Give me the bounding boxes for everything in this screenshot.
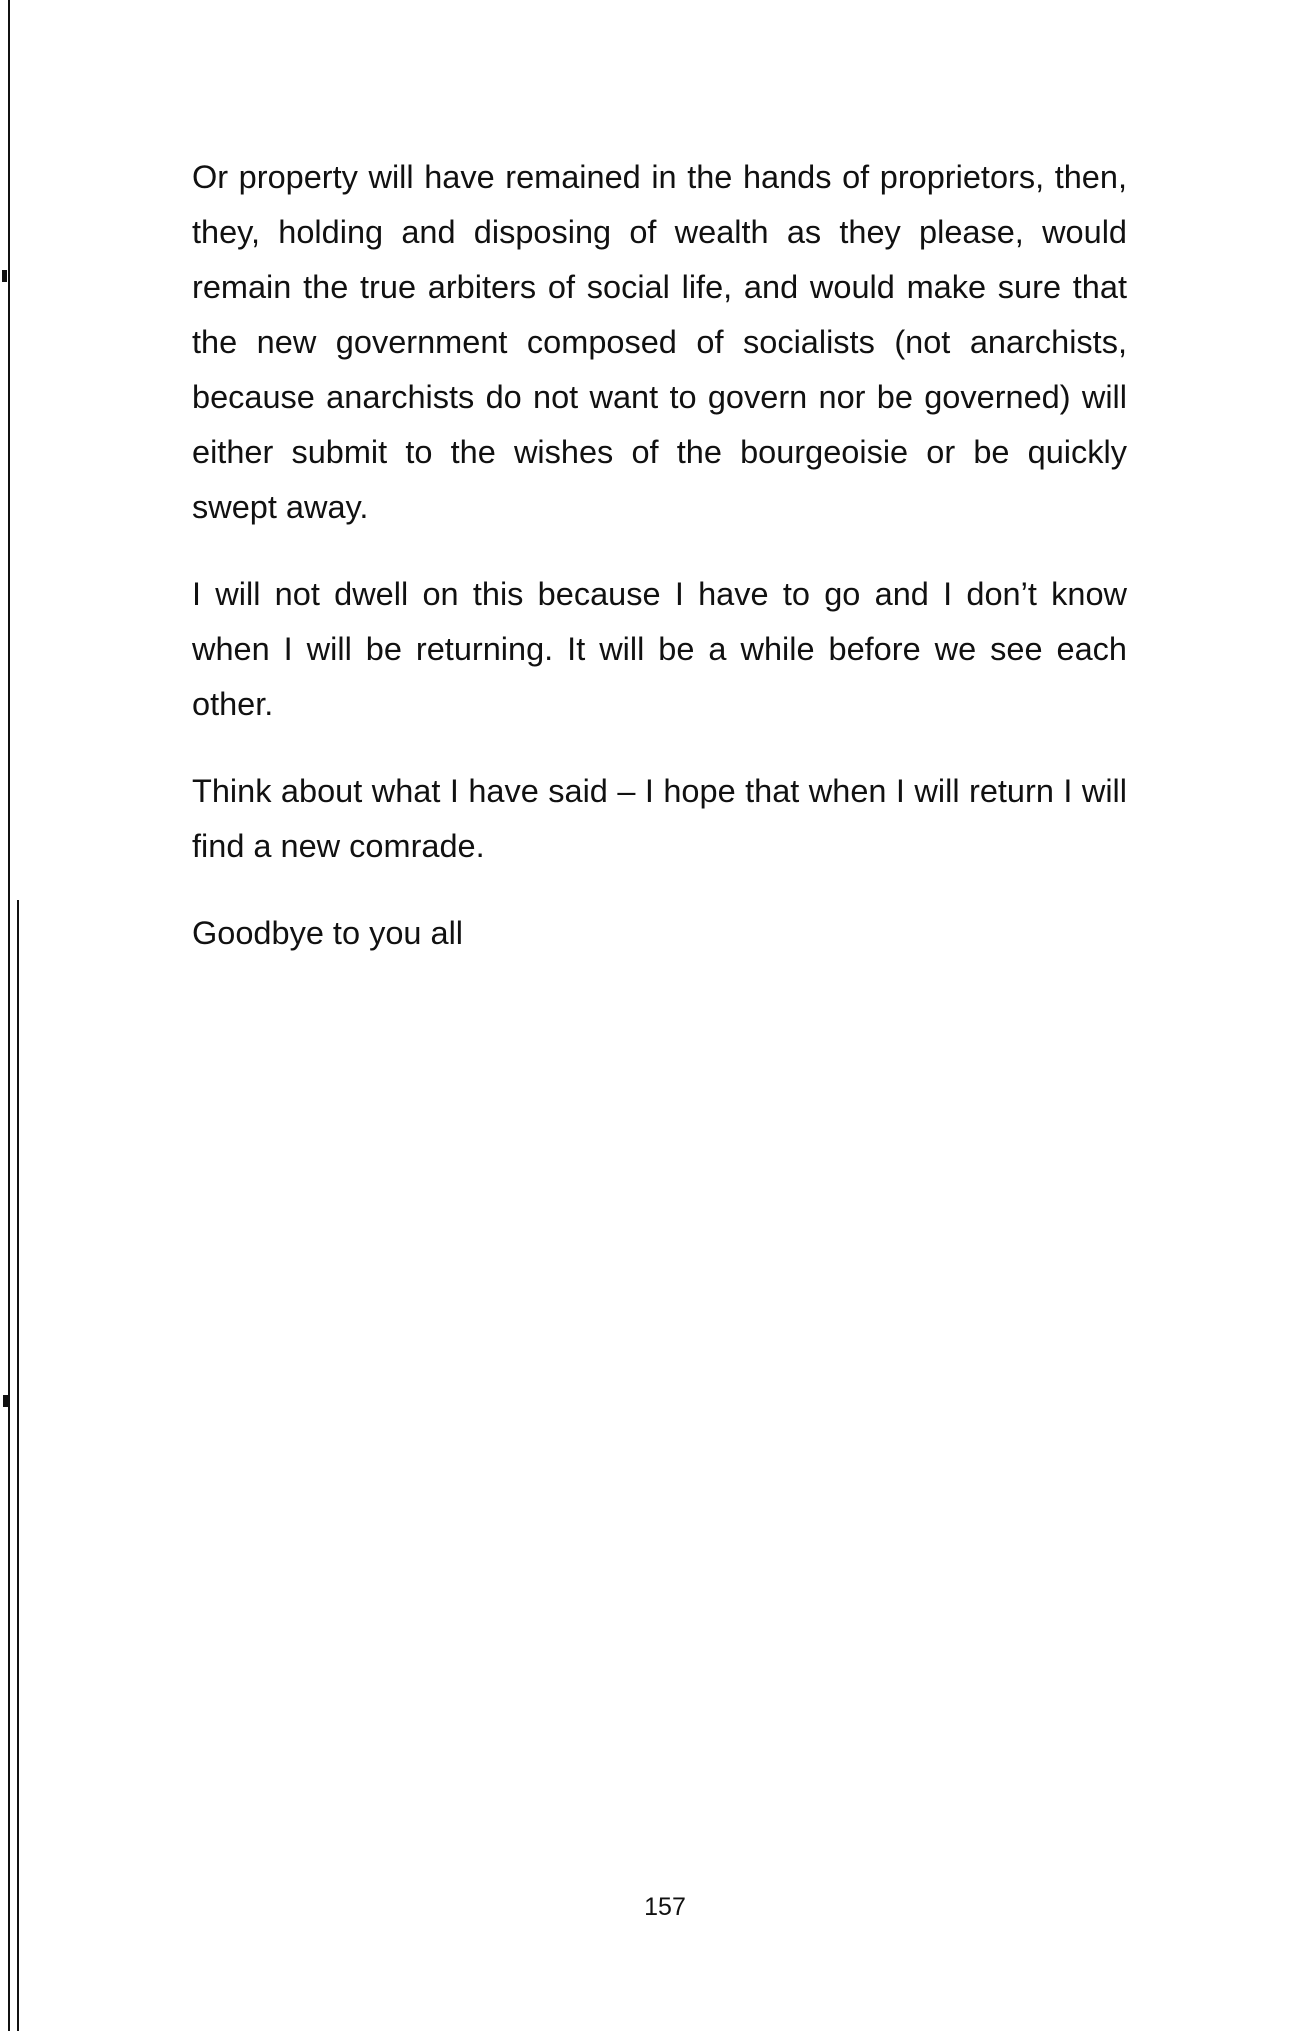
paragraph: Or property will have remained in the hands of proprietors, then, they, holding and disposing of wealth as they please, would remain the true arbiters of social life, and would make sure that the new government composed of socialists (not anarchists, because anarchists do not want to govern nor be governed) will either submit to the wishes of the bourgeoisie or be quickly swept away. [192,159,1127,525]
paragraph: Think about what I have said – I hope that when I will return I will find a new comrade. [192,773,1127,864]
scan-mark [3,1395,8,1407]
body-text [192,150,1127,993]
binding-edge-line [8,0,10,2031]
page-number: 157 [644,1893,686,1921]
scan-mark [2,270,7,282]
paragraph: I will not dwell on this because I have to go and I don’t know when I will be returning. It will be a while before we see each other. [192,576,1127,722]
binding-edge-inner-line [17,900,19,2031]
paragraph: Goodbye to you all [192,915,464,951]
